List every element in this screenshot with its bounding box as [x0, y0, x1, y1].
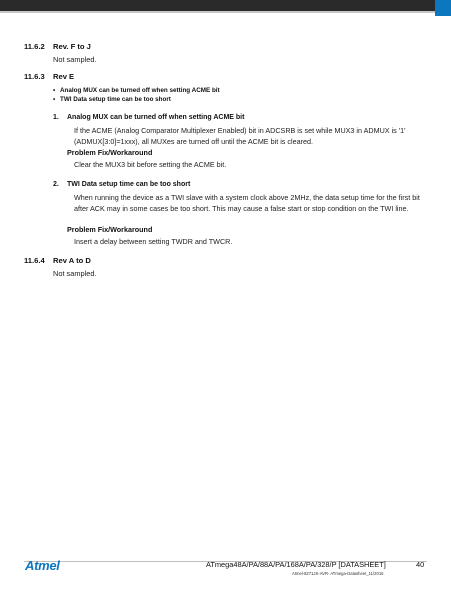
header-accent-line [0, 11, 451, 13]
erratum-title-1 [53, 114, 244, 121]
section-number: 11.6.2 [24, 42, 45, 51]
bullet-text: Analog MUX can be turned off when setting ACME bit [60, 87, 220, 94]
section-title: Rev E [53, 72, 75, 81]
header-bar [0, 0, 451, 11]
bullet-text: TWI Data setup time can be too short [60, 96, 171, 103]
atmel-logo: Atmel [25, 558, 60, 573]
section-heading-11-6-2 [24, 42, 91, 51]
fix-text-1: Clear the MUX3 bit before setting the ACME bit. [74, 160, 227, 169]
section-heading-11-6-4 [24, 256, 91, 265]
erratum-number: 2. [53, 181, 59, 188]
section-text: Not sampled. [53, 55, 97, 64]
erratum-number: 1. [53, 114, 59, 121]
section-title: Rev A to D [53, 256, 91, 265]
corner-brand-mark [435, 0, 451, 16]
bullet-item: • TWI Data setup time can be too short [53, 96, 171, 103]
section-number: 11.6.3 [24, 72, 45, 81]
section-number: 11.6.4 [24, 256, 45, 265]
fix-text-2: Insert a delay between setting TWDR and TWCR. [74, 237, 233, 246]
page-number: 40 [416, 560, 425, 569]
bullet-item: • Analog MUX can be turned off when setting ACME bit [53, 87, 220, 94]
footer-document-id: Atmel-8271JS-AVR- ATmega-Datasheet_11/2015 [292, 571, 384, 576]
erratum-body-1: If the ACME (Analog Comparator Multiplexer Enabled) bit in ADCSRB is set while MUX3 in ADMUX is '1' (ADMUX[3:0]=1xxx), all MUXes are turned off until the ACME bit is cleared. [74, 126, 406, 146]
footer-document-title: ATmega48A/PA/88A/PA/168A/PA/328/P [DATASHEET] [206, 560, 386, 569]
fix-heading-2: Problem Fix/Workaround [67, 225, 153, 234]
section-title: Rev. F to J [53, 42, 91, 51]
fix-heading-1: Problem Fix/Workaround [67, 148, 153, 157]
erratum-body-2: When running the device as a TWI slave with a system clock above 2MHz, the data setup time for the first bit after ACK may in some cases be too short. This may cause a false start or stop condition on the TWI line. [74, 193, 420, 213]
erratum-title-2 [53, 181, 190, 188]
section-heading-11-6-3 [24, 72, 74, 81]
erratum-title-text: TWI Data setup time can be too short [67, 181, 191, 188]
section-text: Not sampled. [53, 269, 97, 278]
erratum-title-text: Analog MUX can be turned off when setting ACME bit [67, 114, 245, 121]
